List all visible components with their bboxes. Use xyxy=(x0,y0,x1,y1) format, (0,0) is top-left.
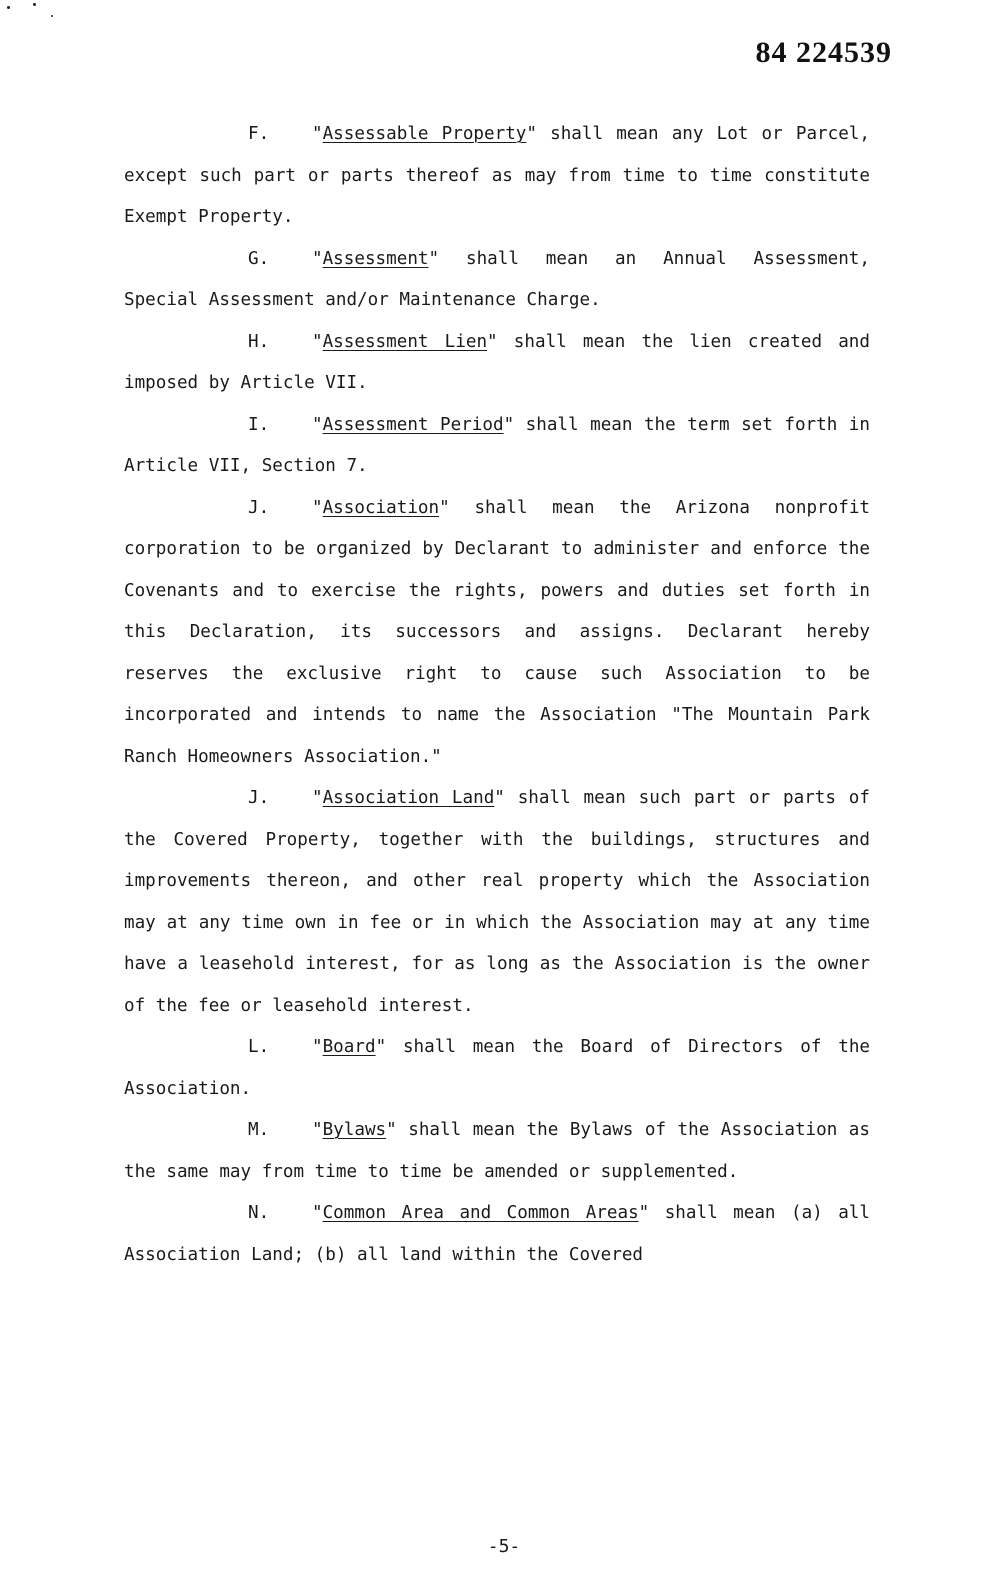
definition-text: shall mean the lien created and imposed by Article VII. xyxy=(124,331,870,393)
defined-term: Association xyxy=(322,497,440,518)
definition-paragraph: J. "Association Land" shall mean such part or parts of the Covered Property, together with the buildings, structures and improvements thereon, and other real property which the Association may at any time own in fee or in which the Association may at any time have a leasehold interest, for as long as the Association is the owner of the fee or leasehold interest. xyxy=(124,778,870,1027)
recording-number: 84 224539 xyxy=(755,36,892,69)
defined-term: Assessable Property xyxy=(322,124,527,144)
definition-paragraph: G. "Assessment" shall mean an Annual Assessment, Special Assessment and/or Maintenance Charge. xyxy=(124,239,870,322)
defined-term: Association Land xyxy=(322,788,495,808)
definition-paragraph: L. "Board" shall mean the Board of Directors of the Association. xyxy=(124,1027,870,1110)
definition-text: shall mean the term set forth in Article VII, Section 7. xyxy=(124,414,870,476)
definition-label: G. xyxy=(248,248,270,269)
page-number: -5- xyxy=(487,1536,521,1557)
scan-speck xyxy=(33,3,36,6)
definition-label: F. xyxy=(248,124,270,144)
definition-paragraph: M. "Bylaws" shall mean the Bylaws of the Association as the same may from time to time be amended or supplemented. xyxy=(124,1110,870,1193)
defined-term: Common Area and Common Areas xyxy=(322,1203,639,1223)
definition-label: I. xyxy=(248,414,270,435)
scan-speck xyxy=(51,15,53,17)
scan-speck xyxy=(7,6,10,9)
definition-text: shall mean the Bylaws of the Association as the same may from time to time be amended or supplemented. xyxy=(124,1120,870,1182)
definition-text: shall mean the Arizona nonprofit corporation to be organized by Declarant to administer and enforce the Covenants and to exercise the rights, powers and duties set forth in this Declaration, its successors and assigns. Declarant hereby reserves the exclusive right to cause such Association to be incorporated and intends to name the Association "The Mountain Park Ranch Homeowners Association." xyxy=(124,497,870,767)
definitions-body xyxy=(124,114,870,1276)
definition-label: M. xyxy=(248,1120,270,1140)
definition-text: shall mean an Annual Assessment, Special Assessment and/or Maintenance Charge. xyxy=(124,248,870,310)
definition-label: H. xyxy=(248,331,270,352)
defined-term: Assessment xyxy=(322,248,429,269)
definition-text: shall mean any Lot or Parcel, except such part or parts thereof as may from time to time constitute Exempt Property. xyxy=(124,124,870,227)
definition-paragraph: N. "Common Area and Common Areas" shall mean (a) all Association Land; (b) all land within the Covered xyxy=(124,1193,870,1276)
definition-text: shall mean (a) all Association Land; (b) all land within the Covered xyxy=(124,1203,870,1265)
defined-term: Bylaws xyxy=(322,1120,387,1140)
definition-paragraph: J. "Association" shall mean the Arizona nonprofit corporation to be organized by Declarant to administer and enforce the Covenants and to exercise the rights, powers and duties set forth in this Declaration, its successors and assigns. Declarant hereby reserves the exclusive right to cause such Association to be incorporated and intends to name the Association "The Mountain Park Ranch Homeowners Association." xyxy=(124,488,870,779)
definition-label: N. xyxy=(248,1203,270,1223)
definition-text: shall mean the Board of Directors of the Association. xyxy=(124,1037,870,1099)
definition-paragraph: F. "Assessable Property" shall mean any Lot or Parcel, except such part or parts thereof as may from time to time constitute Exempt Property. xyxy=(124,114,870,239)
definition-label: J. xyxy=(248,788,270,808)
definition-label: J. xyxy=(248,497,270,518)
definition-paragraph: I. "Assessment Period" shall mean the term set forth in Article VII, Section 7. xyxy=(124,405,870,488)
definition-paragraph: H. "Assessment Lien" shall mean the lien created and imposed by Article VII. xyxy=(124,322,870,405)
defined-term: Board xyxy=(322,1037,376,1057)
definition-text: shall mean such part or parts of the Covered Property, together with the buildings, structures and improvements thereon, and other real property which the Association may at any time own in fee or in which the Association may at any time have a leasehold interest, for as long as the Association is the owner of the fee or leasehold interest. xyxy=(124,788,870,1016)
definition-label: L. xyxy=(248,1037,270,1057)
defined-term: Assessment Lien xyxy=(322,331,488,352)
defined-term: Assessment Period xyxy=(322,414,504,435)
